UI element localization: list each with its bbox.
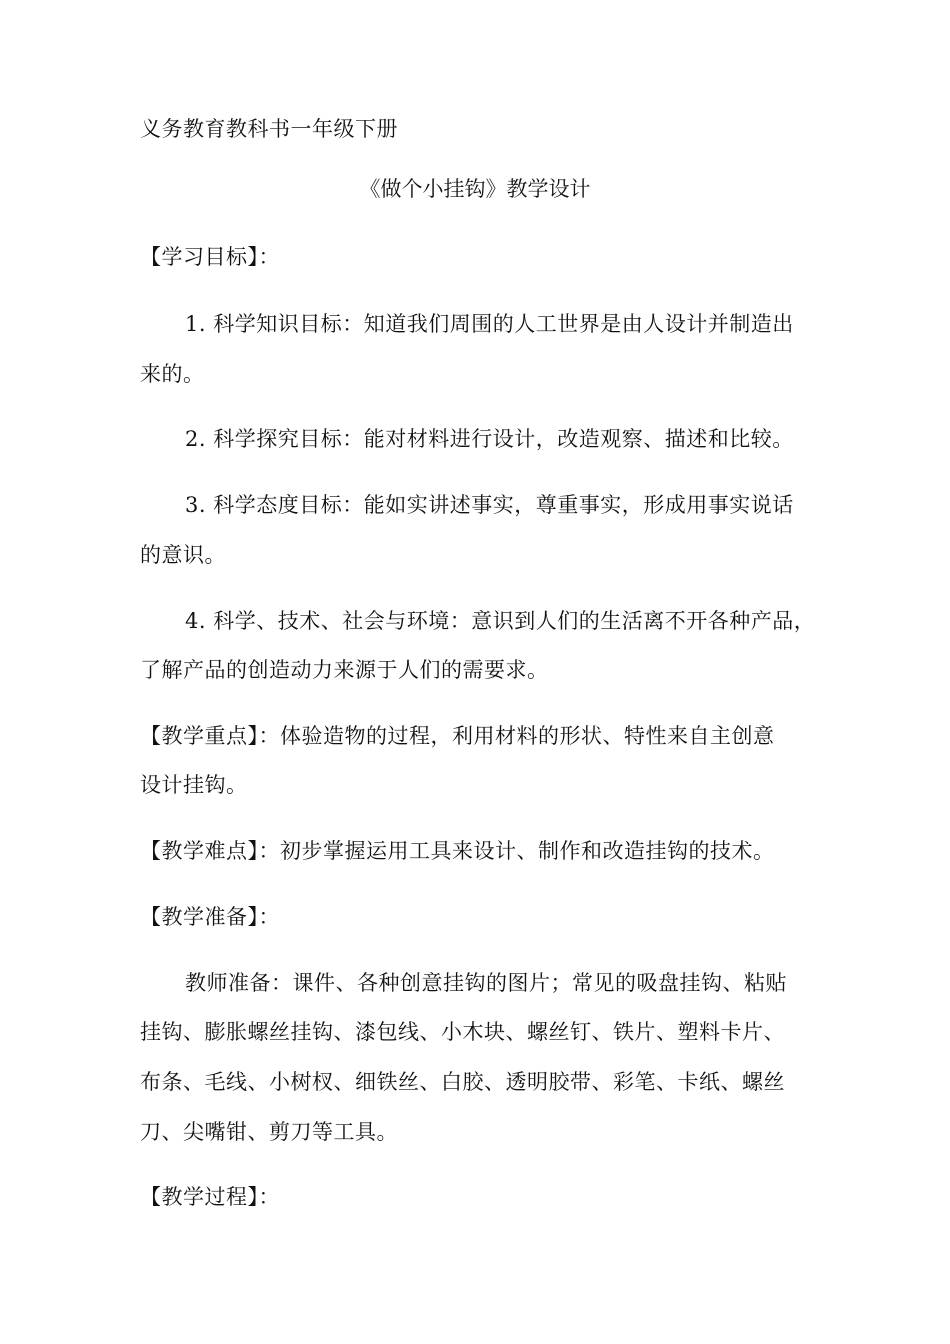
objective-3-line-2: 的意识。: [140, 543, 226, 567]
objective-2-line-1: 2. 科学探究目标：能对材料进行设计，改造观察、描述和比较。: [185, 427, 794, 451]
difficulties-line-1: 【教学难点】：初步掌握运用工具来设计、制作和改造挂钩的技术。: [140, 839, 775, 863]
book-label: 义务教育教科书一年级下册: [140, 117, 398, 141]
key-points-line-1: 【教学重点】：体验造物的过程，利用材料的形状、特性来自主创意: [140, 724, 775, 748]
process-heading: 【教学过程】：: [140, 1185, 280, 1209]
objective-4-line-2: 了解产品的创造动力来源于人们的需要求。: [140, 658, 549, 682]
key-points-line-2: 设计挂钩。: [140, 773, 248, 797]
preparation-line-4: 刀、尖嘴钳、剪刀等工具。: [140, 1120, 398, 1144]
preparation-heading: 【教学准备】：: [140, 905, 280, 929]
preparation-line-1: 教师准备：课件、各种创意挂钩的图片；常见的吸盘挂钩、粘贴: [185, 971, 787, 995]
objective-1-line-2: 来的。: [140, 362, 205, 386]
preparation-line-3: 布条、毛线、小树杈、细铁丝、白胶、透明胶带、彩笔、卡纸、螺丝: [140, 1070, 785, 1094]
objectives-heading: 【学习目标】：: [140, 245, 280, 269]
preparation-line-2: 挂钩、膨胀螺丝挂钩、漆包线、小木块、螺丝钉、铁片、塑料卡片、: [140, 1020, 785, 1044]
document-title: 《做个小挂钩》教学设计: [359, 177, 591, 201]
objective-3-line-1: 3. 科学态度目标：能如实讲述事实，尊重事实，形成用事实说话: [185, 493, 794, 517]
objective-4-line-1: 4. 科学、技术、社会与环境：意识到人们的生活离不开各种产品，: [185, 609, 816, 633]
objective-1-line-1: 1. 科学知识目标：知道我们周围的人工世界是由人设计并制造出: [185, 312, 794, 336]
